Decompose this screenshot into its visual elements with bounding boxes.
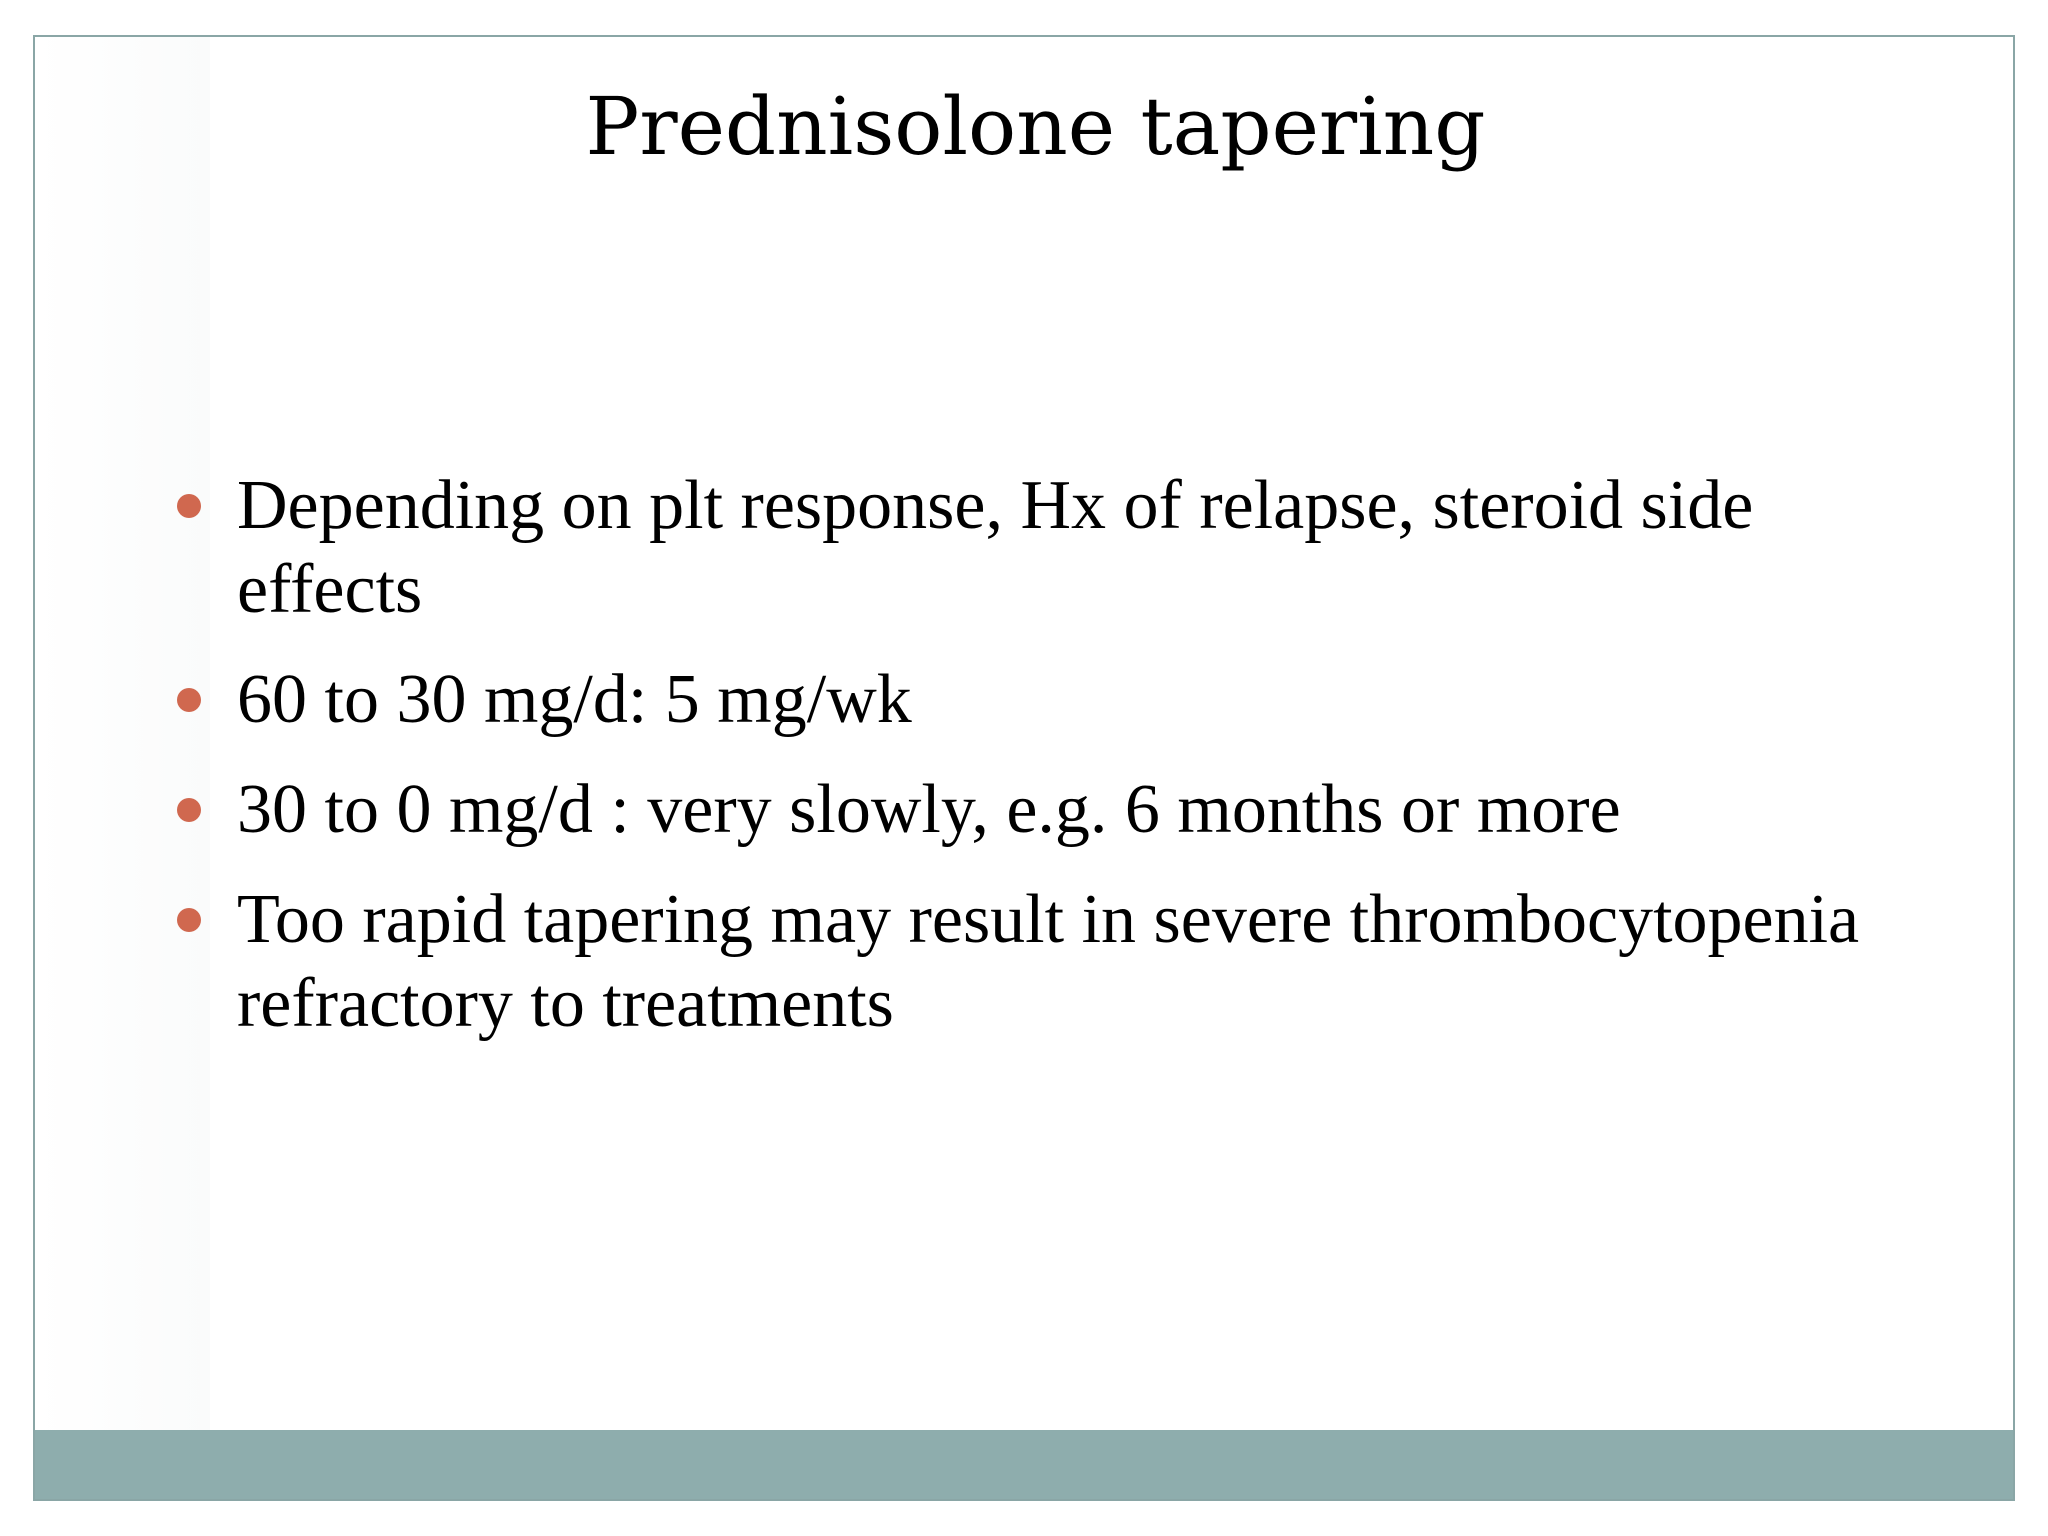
bullet-item — [175, 768, 1895, 852]
bullet-item — [175, 658, 1895, 742]
slide — [33, 35, 2015, 1501]
bullet-dot-icon — [177, 494, 201, 518]
bullet-dot-icon — [177, 688, 201, 712]
bullet-text: Too rapid tapering may result in severe thrombocytopenia refractory to treatments — [237, 881, 1860, 1042]
bullet-text: 30 to 0 mg/d : very slowly, e.g. 6 months or more — [237, 771, 1621, 848]
bullet-list — [175, 464, 1895, 1072]
bullet-text: Depending on plt response, Hx of relapse, steroid side effects — [237, 467, 1754, 628]
bullet-item — [175, 878, 1895, 1046]
bullet-item — [175, 464, 1895, 632]
bullet-text: 60 to 30 mg/d: 5 mg/wk — [237, 661, 912, 738]
bullet-dot-icon — [177, 908, 201, 932]
footer-band — [35, 1430, 2013, 1499]
bullet-dot-icon — [177, 798, 201, 822]
slide-title: Prednisolone tapering — [585, 80, 1486, 173]
